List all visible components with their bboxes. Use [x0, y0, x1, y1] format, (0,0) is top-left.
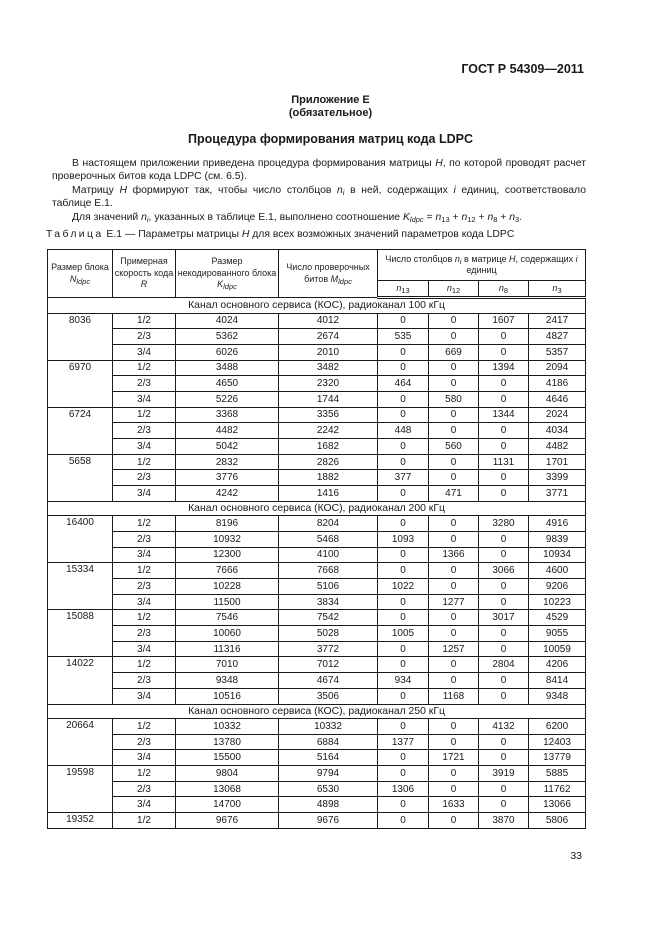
- section-title: Канал основного сервиса (КОС), радиоканал 100 кГц: [48, 298, 586, 314]
- cell-uncoded-size: 10228: [176, 579, 279, 595]
- cell-n13: 377: [378, 470, 429, 486]
- cell-n8: 3919: [479, 766, 529, 782]
- cell-n3: 2417: [529, 313, 586, 329]
- table-row: [48, 391, 586, 407]
- cell-n8: 0: [479, 688, 529, 704]
- cell-code-rate: 3/4: [113, 750, 176, 766]
- paragraph-matrix-formation: Матрицу H формируют так, чтобы число столбцов $n_i$ в ней, содержащих i единиц, соответствовало таблице Е.1.: [52, 185, 586, 210]
- table-row: [48, 329, 586, 345]
- cell-code-rate: 2/3: [113, 376, 176, 392]
- cell-uncoded-size: 11500: [176, 594, 279, 610]
- cell-parity-bits: 7012: [279, 657, 378, 673]
- cell-n13: 934: [378, 673, 429, 689]
- cell-code-rate: 1/2: [113, 407, 176, 423]
- cell-code-rate: 3/4: [113, 797, 176, 813]
- appendix-label: Приложение Е: [291, 94, 370, 106]
- cell-code-rate: 2/3: [113, 626, 176, 642]
- cell-n13: 0: [378, 610, 429, 626]
- cell-n3: 12403: [529, 734, 586, 750]
- table-body: [48, 298, 586, 829]
- cell-n13: 0: [378, 594, 429, 610]
- cell-n8: 0: [479, 470, 529, 486]
- cell-n13: 0: [378, 688, 429, 704]
- cell-n8: 0: [479, 594, 529, 610]
- table-row: [48, 423, 586, 439]
- cell-n8: 0: [479, 547, 529, 563]
- cell-uncoded-size: 11316: [176, 641, 279, 657]
- cell-n12: 0: [429, 734, 479, 750]
- cell-code-rate: 3/4: [113, 641, 176, 657]
- cell-parity-bits: 4100: [279, 547, 378, 563]
- header-n8: $n_8$: [479, 281, 529, 298]
- cell-n8: 3066: [479, 563, 529, 579]
- cell-parity-bits: 2826: [279, 454, 378, 470]
- cell-block-size: 14022: [48, 657, 113, 704]
- cell-n13: 464: [378, 376, 429, 392]
- cell-uncoded-size: 5362: [176, 329, 279, 345]
- cell-n3: 4186: [529, 376, 586, 392]
- cell-n8: 2804: [479, 657, 529, 673]
- table-row: [48, 486, 586, 502]
- cell-n8: 0: [479, 439, 529, 455]
- cell-uncoded-size: 3368: [176, 407, 279, 423]
- cell-n3: 8414: [529, 673, 586, 689]
- cell-n12: 580: [429, 391, 479, 407]
- cell-block-size: 15088: [48, 610, 113, 657]
- cell-n3: 11762: [529, 781, 586, 797]
- cell-code-rate: 3/4: [113, 486, 176, 502]
- table-row: [48, 781, 586, 797]
- cell-parity-bits: 5106: [279, 579, 378, 595]
- section-title: Канал основного сервиса (КОС), радиоканал 200 кГц: [48, 501, 586, 516]
- cell-uncoded-size: 5042: [176, 439, 279, 455]
- table-row: [48, 797, 586, 813]
- cell-n8: 4132: [479, 719, 529, 735]
- cell-parity-bits: 3482: [279, 360, 378, 376]
- table-row: [48, 376, 586, 392]
- cell-block-size: 16400: [48, 516, 113, 563]
- cell-n3: 4482: [529, 439, 586, 455]
- cell-n12: 0: [429, 673, 479, 689]
- cell-n13: 0: [378, 454, 429, 470]
- cell-parity-bits: 10332: [279, 719, 378, 735]
- standard-code: ГОСТ Р 54309—2011: [461, 62, 584, 76]
- section-row: [48, 704, 586, 719]
- cell-n8: 0: [479, 626, 529, 642]
- cell-uncoded-size: 14700: [176, 797, 279, 813]
- cell-n3: 9055: [529, 626, 586, 642]
- cell-block-size: 6724: [48, 407, 113, 454]
- cell-block-size: 8036: [48, 313, 113, 360]
- cell-n12: 560: [429, 439, 479, 455]
- cell-n12: 0: [429, 516, 479, 532]
- cell-n8: 3870: [479, 813, 529, 829]
- cell-uncoded-size: 10516: [176, 688, 279, 704]
- cell-n3: 2094: [529, 360, 586, 376]
- cell-uncoded-size: 15500: [176, 750, 279, 766]
- cell-code-rate: 2/3: [113, 579, 176, 595]
- cell-n3: 4916: [529, 516, 586, 532]
- cell-parity-bits: 6884: [279, 734, 378, 750]
- cell-n3: 4600: [529, 563, 586, 579]
- cell-uncoded-size: 5226: [176, 391, 279, 407]
- cell-code-rate: 1/2: [113, 610, 176, 626]
- cell-code-rate: 1/2: [113, 563, 176, 579]
- cell-code-rate: 1/2: [113, 360, 176, 376]
- paragraph-intro: В настоящем приложении приведена процедура формирования матрицы H, по которой проводят расчет проверочных битов кода LDPC (см. 6.5).: [52, 158, 586, 183]
- cell-n3: 13066: [529, 797, 586, 813]
- cell-parity-bits: 3506: [279, 688, 378, 704]
- cell-parity-bits: 2320: [279, 376, 378, 392]
- cell-n13: 0: [378, 563, 429, 579]
- cell-n12: 0: [429, 766, 479, 782]
- cell-n13: 0: [378, 313, 429, 329]
- cell-n12: 0: [429, 313, 479, 329]
- cell-code-rate: 3/4: [113, 344, 176, 360]
- cell-uncoded-size: 7666: [176, 563, 279, 579]
- cell-n12: 0: [429, 531, 479, 547]
- cell-n3: 2024: [529, 407, 586, 423]
- table-row: [48, 531, 586, 547]
- cell-parity-bits: 1416: [279, 486, 378, 502]
- cell-code-rate: 1/2: [113, 516, 176, 532]
- cell-uncoded-size: 10332: [176, 719, 279, 735]
- table-row: [48, 360, 586, 376]
- cell-parity-bits: 4012: [279, 313, 378, 329]
- cell-n13: 535: [378, 329, 429, 345]
- cell-parity-bits: 5164: [279, 750, 378, 766]
- cell-uncoded-size: 9676: [176, 813, 279, 829]
- table-row: [48, 688, 586, 704]
- cell-n12: 1633: [429, 797, 479, 813]
- cell-n3: 5885: [529, 766, 586, 782]
- cell-parity-bits: 2674: [279, 329, 378, 345]
- header-uncoded-size: Размер некодированного блока $K_{ldpc}$: [176, 250, 279, 298]
- cell-uncoded-size: 4482: [176, 423, 279, 439]
- cell-n13: 0: [378, 391, 429, 407]
- cell-n13: 0: [378, 547, 429, 563]
- cell-uncoded-size: 4024: [176, 313, 279, 329]
- table-row: [48, 439, 586, 455]
- section-title: Канал основного сервиса (КОС), радиоканал 250 кГц: [48, 704, 586, 719]
- cell-uncoded-size: 7010: [176, 657, 279, 673]
- cell-block-size: 6970: [48, 360, 113, 407]
- cell-parity-bits: 1882: [279, 470, 378, 486]
- cell-n8: 1344: [479, 407, 529, 423]
- cell-n13: 0: [378, 439, 429, 455]
- table-row: [48, 734, 586, 750]
- cell-parity-bits: 9676: [279, 813, 378, 829]
- cell-parity-bits: 2010: [279, 344, 378, 360]
- cell-n13: 0: [378, 344, 429, 360]
- table-row: [48, 750, 586, 766]
- cell-uncoded-size: 9348: [176, 673, 279, 689]
- cell-n13: 0: [378, 797, 429, 813]
- cell-parity-bits: 5028: [279, 626, 378, 642]
- cell-uncoded-size: 9804: [176, 766, 279, 782]
- header-column-counts: Число столбцов $n_i$ в матрице H, содержащих i единиц: [378, 250, 586, 281]
- cell-code-rate: 3/4: [113, 547, 176, 563]
- cell-n13: 1377: [378, 734, 429, 750]
- cell-code-rate: 2/3: [113, 423, 176, 439]
- cell-n12: 0: [429, 470, 479, 486]
- cell-n8: 1394: [479, 360, 529, 376]
- cell-uncoded-size: 3776: [176, 470, 279, 486]
- cell-code-rate: 2/3: [113, 781, 176, 797]
- cell-n13: 1022: [378, 579, 429, 595]
- cell-n3: 4827: [529, 329, 586, 345]
- cell-block-size: 5658: [48, 454, 113, 501]
- page-number: 33: [570, 850, 582, 862]
- table-row: [48, 516, 586, 532]
- cell-n8: 0: [479, 344, 529, 360]
- cell-n13: 0: [378, 641, 429, 657]
- cell-uncoded-size: 4650: [176, 376, 279, 392]
- table-row: [48, 579, 586, 595]
- cell-n12: 0: [429, 423, 479, 439]
- ldpc-parameters-table: [47, 249, 586, 829]
- cell-n3: 3399: [529, 470, 586, 486]
- cell-n12: 1721: [429, 750, 479, 766]
- cell-n12: 0: [429, 407, 479, 423]
- cell-uncoded-size: 3488: [176, 360, 279, 376]
- cell-n8: 0: [479, 486, 529, 502]
- cell-n3: 4206: [529, 657, 586, 673]
- cell-n13: 1005: [378, 626, 429, 642]
- cell-n13: 1306: [378, 781, 429, 797]
- cell-n3: 6200: [529, 719, 586, 735]
- cell-n8: 3280: [479, 516, 529, 532]
- cell-n12: 1366: [429, 547, 479, 563]
- cell-n3: 9206: [529, 579, 586, 595]
- cell-n12: 0: [429, 626, 479, 642]
- cell-n13: 0: [378, 486, 429, 502]
- cell-n13: 0: [378, 813, 429, 829]
- cell-parity-bits: 9794: [279, 766, 378, 782]
- cell-parity-bits: 1744: [279, 391, 378, 407]
- cell-n12: 0: [429, 563, 479, 579]
- cell-n12: 471: [429, 486, 479, 502]
- cell-uncoded-size: 10932: [176, 531, 279, 547]
- header-parity-bits: Число проверочных битов $M_{ldpc}$: [279, 250, 378, 298]
- cell-parity-bits: 7542: [279, 610, 378, 626]
- cell-code-rate: 1/2: [113, 454, 176, 470]
- cell-code-rate: 1/2: [113, 657, 176, 673]
- cell-code-rate: 1/2: [113, 766, 176, 782]
- cell-n8: 3017: [479, 610, 529, 626]
- cell-n8: 0: [479, 423, 529, 439]
- cell-n3: 4529: [529, 610, 586, 626]
- cell-n8: 0: [479, 391, 529, 407]
- cell-n13: 448: [378, 423, 429, 439]
- cell-code-rate: 3/4: [113, 594, 176, 610]
- header-code-rate: Примерная скорость кода R: [113, 250, 176, 298]
- cell-n8: 0: [479, 579, 529, 595]
- cell-n12: 0: [429, 657, 479, 673]
- cell-parity-bits: 3834: [279, 594, 378, 610]
- cell-n3: 10934: [529, 547, 586, 563]
- paragraph-relation: Для значений $n_i$, указанных в таблице Е.1, выполнено соотношение $K_{ldpc} = n_{13} + n_{12} + n_8 + n_3$.: [72, 212, 523, 224]
- cell-n3: 1701: [529, 454, 586, 470]
- cell-parity-bits: 6530: [279, 781, 378, 797]
- cell-code-rate: 3/4: [113, 391, 176, 407]
- cell-code-rate: 2/3: [113, 734, 176, 750]
- header-block-size: Размер блока $N_{ldpc}$: [48, 250, 113, 298]
- section-row: [48, 501, 586, 516]
- cell-n12: 0: [429, 329, 479, 345]
- cell-n8: 0: [479, 797, 529, 813]
- cell-n12: 0: [429, 376, 479, 392]
- cell-uncoded-size: 10060: [176, 626, 279, 642]
- cell-parity-bits: 3772: [279, 641, 378, 657]
- table-row: [48, 626, 586, 642]
- cell-n13: 0: [378, 407, 429, 423]
- cell-n13: 0: [378, 657, 429, 673]
- appendix-status: (обязательное): [288, 107, 373, 119]
- cell-n13: 0: [378, 766, 429, 782]
- table-row: [48, 657, 586, 673]
- cell-parity-bits: 5468: [279, 531, 378, 547]
- cell-n8: 0: [479, 781, 529, 797]
- cell-block-size: 15334: [48, 563, 113, 610]
- cell-code-rate: 1/2: [113, 813, 176, 829]
- cell-uncoded-size: 7546: [176, 610, 279, 626]
- header-n13: $n_{13}$: [378, 281, 429, 298]
- cell-block-size: 20664: [48, 719, 113, 766]
- table-row: [48, 454, 586, 470]
- cell-block-size: 19352: [48, 813, 113, 829]
- cell-parity-bits: 7668: [279, 563, 378, 579]
- cell-n12: 0: [429, 781, 479, 797]
- cell-parity-bits: 4674: [279, 673, 378, 689]
- cell-n3: 3771: [529, 486, 586, 502]
- cell-code-rate: 1/2: [113, 719, 176, 735]
- table-row: [48, 766, 586, 782]
- cell-n3: 5806: [529, 813, 586, 829]
- cell-n3: 13779: [529, 750, 586, 766]
- cell-n12: 0: [429, 454, 479, 470]
- cell-n13: 0: [378, 750, 429, 766]
- cell-uncoded-size: 4242: [176, 486, 279, 502]
- table-row: [48, 673, 586, 689]
- cell-n12: 1277: [429, 594, 479, 610]
- cell-n3: 4646: [529, 391, 586, 407]
- cell-uncoded-size: 13068: [176, 781, 279, 797]
- cell-n3: 9348: [529, 688, 586, 704]
- cell-n12: 669: [429, 344, 479, 360]
- cell-n13: 0: [378, 516, 429, 532]
- cell-n3: 10059: [529, 641, 586, 657]
- cell-n8: 0: [479, 673, 529, 689]
- cell-n8: 0: [479, 734, 529, 750]
- header-n3: $n_3$: [529, 281, 586, 298]
- header-n12: $n_{12}$: [429, 281, 479, 298]
- table-row: [48, 563, 586, 579]
- table-caption: Таблица Е.1 — Параметры матрицы H для всех возможных значений параметров кода LDPC: [46, 229, 515, 240]
- cell-code-rate: 3/4: [113, 439, 176, 455]
- cell-uncoded-size: 8196: [176, 516, 279, 532]
- table-row: [48, 594, 586, 610]
- cell-n12: 1257: [429, 641, 479, 657]
- table-row: [48, 470, 586, 486]
- cell-block-size: 19598: [48, 766, 113, 813]
- cell-n13: 0: [378, 719, 429, 735]
- cell-n12: 0: [429, 579, 479, 595]
- cell-n13: 0: [378, 360, 429, 376]
- cell-n13: 1093: [378, 531, 429, 547]
- table-row: [48, 719, 586, 735]
- cell-n12: 0: [429, 610, 479, 626]
- cell-n12: 0: [429, 360, 479, 376]
- section-row: [48, 298, 586, 314]
- cell-uncoded-size: 12300: [176, 547, 279, 563]
- cell-uncoded-size: 13780: [176, 734, 279, 750]
- cell-uncoded-size: 2832: [176, 454, 279, 470]
- cell-parity-bits: 3356: [279, 407, 378, 423]
- cell-code-rate: 2/3: [113, 673, 176, 689]
- cell-uncoded-size: 6026: [176, 344, 279, 360]
- cell-parity-bits: 4898: [279, 797, 378, 813]
- table-row: [48, 641, 586, 657]
- table-row: [48, 313, 586, 329]
- cell-n12: 0: [429, 813, 479, 829]
- table-row: [48, 547, 586, 563]
- table-row: [48, 407, 586, 423]
- appendix-heading: [0, 94, 661, 120]
- cell-n3: 5357: [529, 344, 586, 360]
- cell-n3: 10223: [529, 594, 586, 610]
- cell-parity-bits: 2242: [279, 423, 378, 439]
- cell-n3: 4034: [529, 423, 586, 439]
- cell-n8: 0: [479, 376, 529, 392]
- cell-n8: 0: [479, 750, 529, 766]
- cell-n8: 0: [479, 531, 529, 547]
- cell-code-rate: 2/3: [113, 470, 176, 486]
- cell-code-rate: 3/4: [113, 688, 176, 704]
- cell-n8: 1131: [479, 454, 529, 470]
- page-title: Процедура формирования матриц кода LDPC: [188, 132, 473, 146]
- table-row: [48, 813, 586, 829]
- table-row: [48, 610, 586, 626]
- cell-parity-bits: 1682: [279, 439, 378, 455]
- cell-n8: 0: [479, 329, 529, 345]
- cell-parity-bits: 8204: [279, 516, 378, 532]
- cell-n8: 1607: [479, 313, 529, 329]
- cell-n8: 0: [479, 641, 529, 657]
- cell-code-rate: 2/3: [113, 329, 176, 345]
- cell-n12: 0: [429, 719, 479, 735]
- cell-code-rate: 2/3: [113, 531, 176, 547]
- cell-n12: 1168: [429, 688, 479, 704]
- table-row: [48, 344, 586, 360]
- cell-code-rate: 1/2: [113, 313, 176, 329]
- cell-n3: 9839: [529, 531, 586, 547]
